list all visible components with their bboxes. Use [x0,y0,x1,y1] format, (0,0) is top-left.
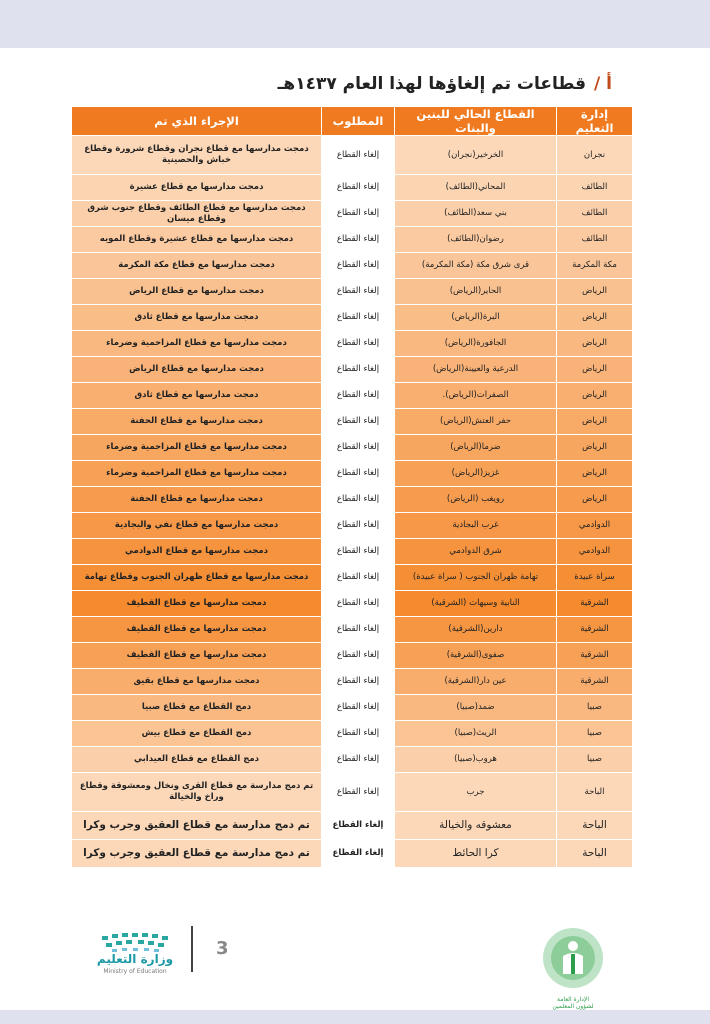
cell-action: دمجت مدارسها مع قطاع بقيق [72,669,322,695]
cell-action: دمج القطاع مع قطاع صبيا [72,695,322,721]
cell-sector: ضمد(صبيا) [395,695,557,721]
ministry-name-ar: وزارة التعليم [96,952,174,966]
cell-action: دمجت مدارسها مع قطاع القطيف [72,617,322,643]
table-row [72,279,633,305]
cell-required: إلغاء القطاع [322,812,395,840]
table-row [72,357,633,383]
cell-admin: الرياض [557,409,633,435]
cell-sector: غزيز(الرياض) [395,461,557,487]
cell-admin: مكة المكرمة [557,253,633,279]
cell-admin: الشرقية [557,669,633,695]
cell-sector: كرا الحائط [395,840,557,868]
cell-action: تم دمج مدارسة مع قطاع القرى ونخال ومعشوقة وقطاع وراخ والخيالة [72,773,322,812]
cell-admin: الدوادمي [557,513,633,539]
cell-sector: الدرعية والعيينة(الرياض) [395,357,557,383]
cell-sector: المحاني(الطائف) [395,175,557,201]
cell-admin: الدوادمي [557,539,633,565]
cell-required: إلغاء القطاع [322,695,395,721]
cell-required: إلغاء القطاع [322,669,395,695]
cell-action: دمجت مدارسها مع قطاع ثادق [72,305,322,331]
table-row [72,721,633,747]
table-row [72,513,633,539]
cell-admin: الرياض [557,383,633,409]
cell-action: دمجت مدارسها مع قطاع الرياض [72,279,322,305]
bottom-band [0,1010,710,1024]
cell-required: إلغاء القطاع [322,201,395,227]
cell-admin: الرياض [557,357,633,383]
cell-action: دمجت مدارسها مع قطاع عشيرة [72,175,322,201]
cell-admin: الطائف [557,227,633,253]
cell-required: إلغاء القطاع [322,435,395,461]
cell-sector: صفوى(الشرقية) [395,643,557,669]
cell-action: دمجت مدارسها مع قطاع المزاحمية وضرماء [72,331,322,357]
cell-required: إلغاء القطاع [322,747,395,773]
cell-sector: رضوان(الطائف) [395,227,557,253]
cell-required: إلغاء القطاع [322,331,395,357]
cell-sector: الصفرات(الرياض). [395,383,557,409]
cell-sector: ضرما(الرياض) [395,435,557,461]
cell-action: دمجت مدارسها مع قطاع عشيرة وقطاع المويه [72,227,322,253]
cell-action: دمجت مدارسها مع قطاع الحفنة [72,487,322,513]
cell-required: إلغاء القطاع [322,357,395,383]
cell-required: إلغاء القطاع [322,227,395,253]
cell-action: دمجت مدارسها مع قطاع نجران وقطاع شرورة وقطاع خباش والحصينية [72,136,322,175]
teachers-affairs-line2: لشؤون المعلمين [552,1003,594,1011]
cell-action: تم دمج مدارسة مع قطاع العقيق وجرب وكرا [72,812,322,840]
cell-admin: صبيا [557,695,633,721]
cell-action: دمج القطاع مع قطاع بيش [72,721,322,747]
cell-action: دمجت مدارسها مع قطاع الرياض [72,357,322,383]
cell-action: دمجت مدارسها مع قطاع الطائف وقطاع جنوب شرق وقطاع ميسان [72,201,322,227]
teachers-affairs-line1: الإدارة العامة [556,996,590,1003]
cell-required: إلغاء القطاع [322,643,395,669]
cell-sector: البرة(الرياض) [395,305,557,331]
cell-required: إلغاء القطاع [322,565,395,591]
cell-admin: الرياض [557,487,633,513]
cell-action: تم دمج مدارسة مع قطاع العقيق وجرب وكرا [72,840,322,868]
table-row [72,331,633,357]
cell-sector: الحاير(الرياض) [395,279,557,305]
table-row [72,773,633,812]
cell-required: إلغاء القطاع [322,539,395,565]
table-row [72,840,633,868]
table-row [72,305,633,331]
cell-action: دمجت مدارسها مع قطاع المزاحمية وضرماء [72,435,322,461]
cell-sector: الخرخير(نجران) [395,136,557,175]
header-required: المطلوب [322,107,395,136]
cell-admin: الطائف [557,201,633,227]
ministry-name-en: Ministry of Education [103,968,167,975]
cell-admin: الرياض [557,461,633,487]
cell-action: دمجت مدارسها مع قطاع القطيف [72,643,322,669]
table-row [72,175,633,201]
top-band [0,0,710,48]
table-row [72,461,633,487]
cell-admin: الرياض [557,435,633,461]
header-sector: القطاع الحالي للبنين والبنات [395,107,557,136]
table-row [72,565,633,591]
cell-action: دمجت مدارسها مع قطاع الحفنة [72,409,322,435]
cell-required: إلغاء القطاع [322,721,395,747]
cell-action: دمجت مدارسها مع قطاع ظهران الجنوب وقطاع تهامة [72,565,322,591]
cell-required: إلغاء القطاع [322,175,395,201]
table-row [72,409,633,435]
cell-admin: الباحة [557,812,633,840]
cell-required: إلغاء القطاع [322,136,395,175]
cell-admin: نجران [557,136,633,175]
header-action: الإجراء الذي تم [72,107,322,136]
cell-action: دمجت مدارسها مع قطاع الدوادمي [72,539,322,565]
cell-sector: الجافورة(الرياض) [395,331,557,357]
cell-sector: دارين(الشرقية) [395,617,557,643]
cell-sector: غرب البجادية [395,513,557,539]
cell-action: دمجت مدارسها مع قطاع ثادق [72,383,322,409]
cell-sector: هروب(صبيا) [395,747,557,773]
cell-action: دمجت مدارسها مع قطاع القطيف [72,591,322,617]
cell-admin: الباحة [557,773,633,812]
table-row [72,591,633,617]
table-row [72,227,633,253]
page-number: 3 [216,938,229,959]
table-row [72,136,633,175]
table-row [72,383,633,409]
cell-admin: الشرقية [557,591,633,617]
table-row [72,747,633,773]
cell-sector: عين دار(الشرقية) [395,669,557,695]
cell-required: إلغاء القطاع [322,617,395,643]
teachers-affairs-caption [520,996,626,1010]
cell-admin: صبيا [557,721,633,747]
cell-admin: الرياض [557,331,633,357]
cell-required: إلغاء القطاع [322,840,395,868]
table-row [72,487,633,513]
cell-admin: الشرقية [557,643,633,669]
cell-required: إلغاء القطاع [322,409,395,435]
cell-required: إلغاء القطاع [322,383,395,409]
page-heading [278,74,612,94]
heading-prefix: أ / [594,74,612,94]
cell-sector: النابية وسيهات (الشرقية) [395,591,557,617]
cell-admin: سراة عبيدة [557,565,633,591]
table-row [72,539,633,565]
cell-admin: الرياض [557,279,633,305]
cell-sector: جرب [395,773,557,812]
table-row [72,695,633,721]
cell-sector: بني سعد(الطائف) [395,201,557,227]
cell-required: إلغاء القطاع [322,253,395,279]
cell-required: إلغاء القطاع [322,773,395,812]
cell-required: إلغاء القطاع [322,305,395,331]
cell-required: إلغاء القطاع [322,461,395,487]
cell-action: دمج القطاع مع قطاع العيدابي [72,747,322,773]
document-page [0,48,710,1010]
cell-sector: تهامة ظهران الجنوب ( سراة عبيدة) [395,565,557,591]
cell-admin: الرياض [557,305,633,331]
cancelled-sectors-table [71,106,633,868]
cell-admin: الباحة [557,840,633,868]
cell-required: إلغاء القطاع [322,279,395,305]
table-row [72,669,633,695]
table-header-row [72,107,633,136]
heading-title: قطاعات تم إلغاؤها لهذا العام ١٤٣٧هـ [277,74,587,94]
cell-action: دمجت مدارسها مع قطاع نفي والبجادية [72,513,322,539]
cell-sector: حفر العتش(الرياض) [395,409,557,435]
cell-action: دمجت مدارسها مع قطاع المزاحمية وضرماء [72,461,322,487]
cell-required: إلغاء القطاع [322,487,395,513]
cell-required: إلغاء القطاع [322,591,395,617]
table-row [72,643,633,669]
teachers-affairs-logo [541,926,605,990]
cell-admin: الطائف [557,175,633,201]
cell-sector: رويغب (الرياض) [395,487,557,513]
table-row [72,253,633,279]
page-footer [0,918,710,1010]
cell-admin: صبيا [557,747,633,773]
table-row [72,201,633,227]
header-admin: إدارة التعليم [557,107,633,136]
cell-action: دمجت مدارسها مع قطاع مكة المكرمة [72,253,322,279]
table-row [72,435,633,461]
cell-sector: معشوقه والخيالة [395,812,557,840]
cell-admin: الشرقية [557,617,633,643]
cell-sector: شرق الدوادمي [395,539,557,565]
table-row [72,812,633,840]
cell-required: إلغاء القطاع [322,513,395,539]
cell-sector: الريث(صبيا) [395,721,557,747]
footer-divider [191,926,193,972]
table-row [72,617,633,643]
cell-sector: قرى شرق مكة (مكة المكرمة) [395,253,557,279]
